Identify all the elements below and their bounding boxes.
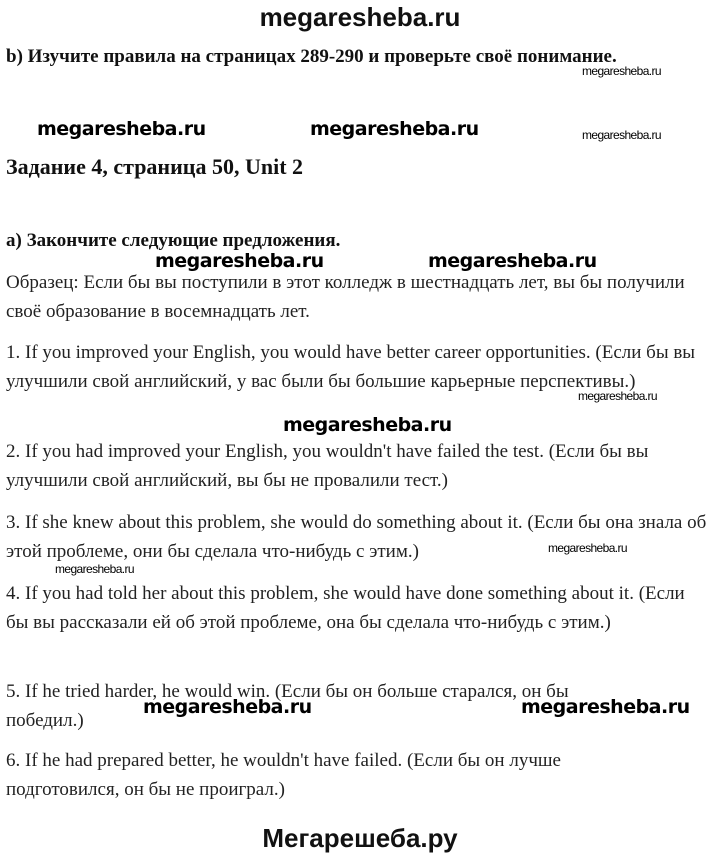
answer-item-5: 5. If he tried harder, he would win. (Если бы он больше старался, он бы победил.) (6, 681, 569, 731)
answer-item-4: 4. If you had told her about this problem, she would have done something about it. (Если бы вы рассказали ей об этой проблеме, она бы сделала что-нибудь с этим.) (6, 583, 685, 633)
example-sentence: Образец: Если бы вы поступили в этот колледж в шестнадцать лет, вы бы получили своё образование в восемнадцать лет. (6, 272, 685, 322)
footer-site-title: Мегарешеба.ру (262, 823, 458, 853)
section-b-instruction: b) Изучите правила на страницах 289-290 и проверьте своё понимание. (6, 46, 617, 67)
watermark: megaresheba.ru (548, 541, 627, 555)
task-heading: Задание 4, страница 50, Unit 2 (6, 154, 304, 179)
watermark: megaresheba.ru (310, 118, 479, 140)
watermark: megaresheba.ru (582, 128, 661, 142)
watermark: megaresheba.ru (283, 414, 452, 436)
section-a-heading: а) Закончите следующие предложения. (6, 230, 341, 251)
answer-item-6: 6. If he had prepared better, he wouldn't have failed. (Если бы он лучше подготовился, он бы не проиграл.) (6, 750, 561, 800)
watermark: megaresheba.ru (582, 64, 661, 78)
watermark: megaresheba.ru (578, 389, 657, 403)
watermark: megaresheba.ru (143, 696, 312, 718)
watermark: megaresheba.ru (37, 118, 206, 140)
watermark: megaresheba.ru (521, 696, 690, 718)
watermark: megaresheba.ru (55, 562, 134, 576)
watermark: megaresheba.ru (155, 250, 324, 272)
answer-item-3: 3. If she knew about this problem, she would do something about it. (Если бы она знала об этой проблеме, они бы сделала что-нибудь с этим.) (6, 512, 707, 562)
answer-item-1: 1. If you improved your English, you would have better career opportunities. (Если бы вы улучшили свой английский, у вас были бы большие карьерные перспективы.) (6, 342, 696, 392)
answer-item-2: 2. If you had improved your English, you wouldn't have failed the test. (Если бы вы улучшили свой английский, вы бы не провалили тест.) (6, 441, 649, 491)
site-title: megaresheba.ru (259, 2, 461, 32)
watermark: megaresheba.ru (428, 250, 597, 272)
